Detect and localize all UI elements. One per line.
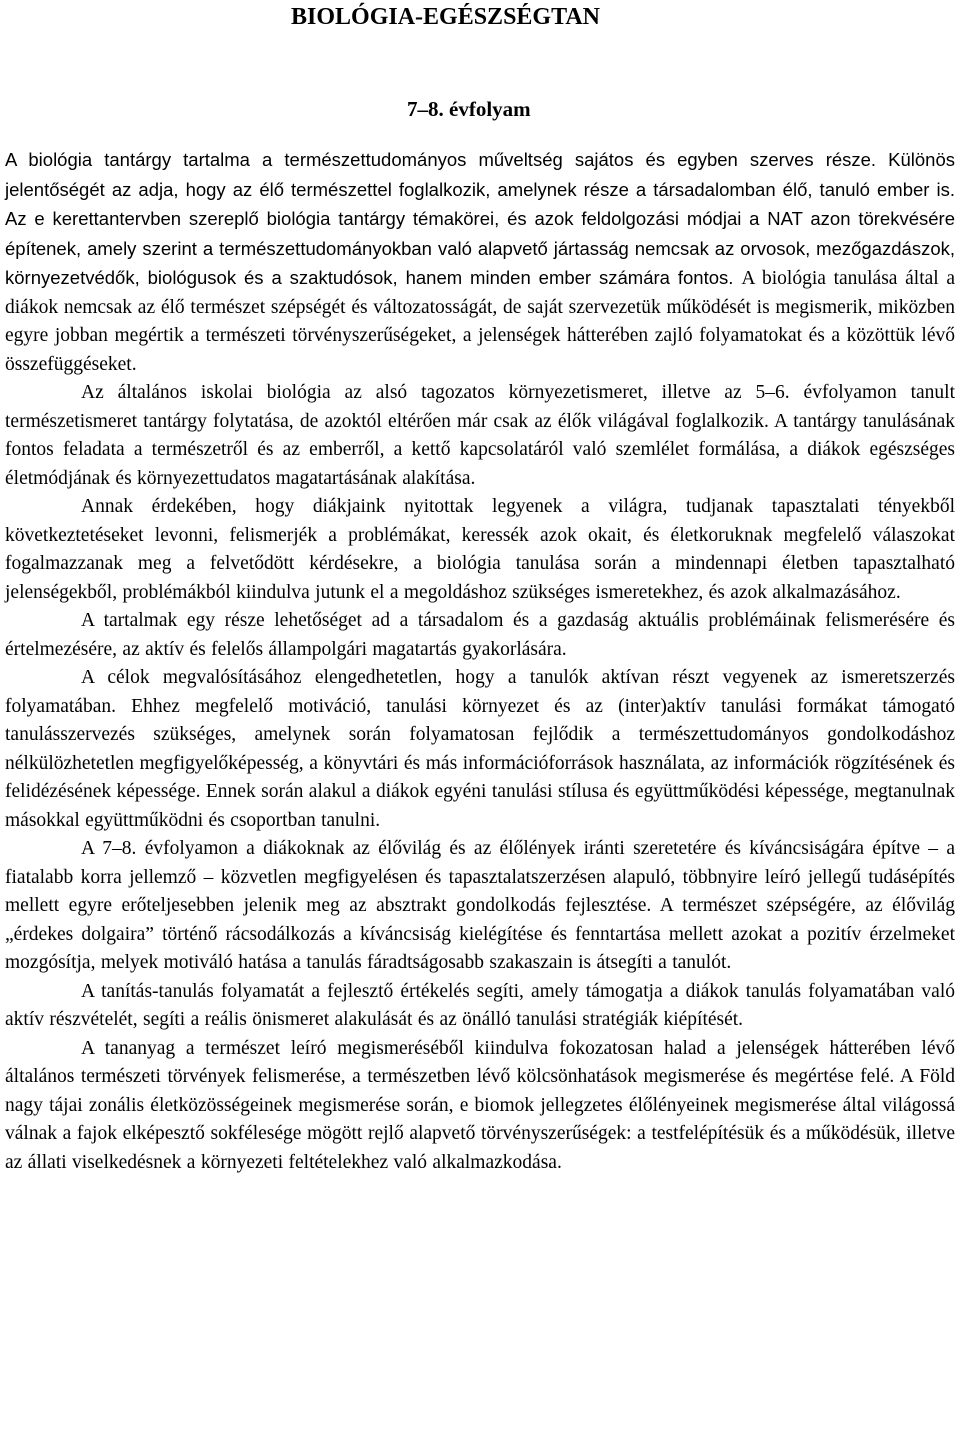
paragraph bbox=[5, 664, 955, 835]
paragraph-intro bbox=[5, 146, 955, 379]
paragraph-run: A tananyag a természet leíró megismeréséből kiindulva fokozatosan halad a jelenségek hátterében lévő általános természeti törvények felismerése, a természetben lévő kölcsönhatások megismerése és megértése felé. A Föld nagy tájai zonális életközösségeinek megismerése során, e biomok jellegzetes élőlényeinek megismerése által világossá válnak a fajok elképesztő sokfélesége mögött rejlő alapvető törvényszerűségek: a testfelépítésük és a működésük, illetve az állati viselkedésnek a környezeti feltételekhez való alkalmazkodása. bbox=[5, 1037, 955, 1173]
paragraph-run: Annak érdekében, hogy diákjaink nyitottak legyenek a világra, tudjanak tapasztalati tényekből következtetéseket levonni, felismerjék a problémákat, keressék azok okait, és életkoruknak megfelelő válaszokat fogalmazzanak meg a felvetődött kérdésekre, a biológia tanulása során a mindennapi életben tapasztalható jelenségekből, problémákból kiindulva jutunk el a megoldáshoz szükséges ismeretekhez, és azok alkalmazásához. bbox=[5, 496, 955, 603]
paragraph-run: A 7–8. évfolyamon a diákoknak az élővilág és az élőlények iránti szeretetére és kíváncsiságára építve – a fiatalabb korra jellemző – közvetlen megfigyelésen és tapasztalatszerzésen alapuló, többnyire leíró jellegű tudásépítés mellett egyre erőteljesebben jelenik meg az absztrakt gondolkodás fejlesztése. A természet szépségére, az élővilág „érdekes dolgaira” történő rácsodálkozás a kíváncsiság kielégítése és fenntartása mellett azokat a pozitív érzelmeket mozgósítja, melyek motiváló hatása a tanulás fáradtságosabb szakaszain is átsegíti a tanulót. bbox=[5, 838, 955, 973]
paragraph bbox=[5, 978, 955, 1035]
document-title: BIOLÓGIA-EGÉSZSÉGTAN bbox=[291, 4, 600, 30]
paragraph-run: Az általános iskolai biológia az alsó tagozatos környezetismeret, illetve az 5–6. évfolyamon tanult természetismeret tantárgy folytatása, de azoktól eltérően már csak az élők világával foglalkozik. A tantárgy tanulásának fontos feladata a természetről és az emberről, a kettő kapcsolatáról való szemlélet formálása, a diákok egészséges életmódjának és környezettudatos magatartásának alakítása. bbox=[5, 382, 955, 489]
paragraph-run: A tartalmak egy része lehetőséget ad a társadalom és a gazdaság aktuális problémáinak felismerésére és értelmezésére, az aktív és felelős állampolgári magatartás gyakorlására. bbox=[5, 610, 955, 660]
paragraph-run: A biológia tantárgy tartalma a természettudományos műveltség sajátos és egyben szerves része. Különös jelentőségét az adja, hogy az élő természettel foglalkozik, amelynek része a társadalomban élő, tanuló ember is. Az e kerettantervben szereplő biológia tantárgy témakörei, és azok feldolgozási módjai a NAT azon törekvésére építenek, amely szerint a természettudományokban való alapvető jártasság nemcsak az orvosok, mezőgazdászok, környezetvédők, biológusok és a szaktudósok, hanem minden ember számára fontos. bbox=[5, 149, 955, 288]
paragraph bbox=[5, 493, 955, 607]
paragraph bbox=[5, 835, 955, 978]
document-body bbox=[5, 146, 955, 1177]
paragraph-run: A biológia tanulása által a diákok nemcsak az élő természet szépségét és változatosságát, de saját szervezetük működését is megismerik, miközben egyre jobban megértik a természeti törvényszerűségeket, a jelenségek hátterében zajló folyamatokat és a közöttük lévő összefüggéseket. bbox=[5, 268, 955, 375]
paragraph bbox=[5, 379, 955, 493]
paragraph-run: A célok megvalósításához elengedhetetlen, hogy a tanulók aktívan részt vegyenek az ismeretszerzés folyamatában. Ehhez megfelelő motiváció, tanulási környezet és az (inter)aktív tanulási formákat támogató tanulásszervezés szükséges, amelynek során folyamatosan fejlődik a természettudományos gondolkodáshoz nélkülözhetetlen megfigyelőképesség, a könyvtári és más információforrások használata, az információk rögzítésének és felidézésének képessége. Ennek során alakul a diákok egyéni tanulási stílusa és együttműködési képessége, megtanulnak másokkal együttműködni és csoportban tanulni. bbox=[5, 667, 955, 831]
paragraph bbox=[5, 1035, 955, 1178]
document-subtitle: 7–8. évfolyam bbox=[407, 97, 531, 121]
paragraph bbox=[5, 607, 955, 664]
paragraph-run: A tanítás-tanulás folyamatát a fejlesztő értékelés segíti, amely támogatja a diákok tanulás folyamatában való aktív részvételét, segíti a reális önismeret alakulását és az önálló tanulási stratégiák kiépítését. bbox=[5, 980, 955, 1030]
